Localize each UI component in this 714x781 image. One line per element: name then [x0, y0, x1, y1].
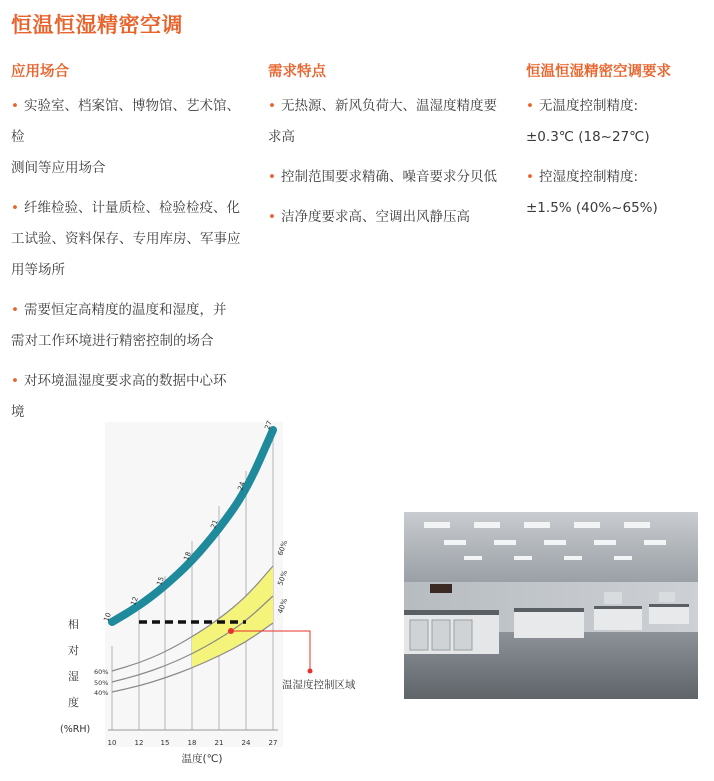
- item-text: ±0.3℃ (18~27℃): [526, 129, 650, 145]
- bullet-dot: •: [526, 169, 534, 185]
- item-text: 工试验、资料保存、专用库房、军事应: [11, 231, 241, 247]
- x-axis-label: 温度(℃): [181, 753, 223, 765]
- column-ac-specs: [526, 60, 706, 233]
- column-heading: 应用场合: [11, 64, 69, 80]
- y-axis-label: 对: [68, 644, 79, 657]
- y-axis-label: (%RH): [60, 724, 91, 735]
- item-text: 纤维检验、计量质检、检验检疫、化: [23, 200, 240, 216]
- column-heading: 需求特点: [268, 64, 326, 80]
- item-text: 测间等应用场合: [11, 160, 106, 176]
- list-item: [526, 162, 706, 224]
- column-applications: [11, 60, 251, 437]
- bullet-dot: •: [11, 200, 19, 216]
- rh-label-right: 50%: [276, 569, 290, 587]
- lab-photo: [404, 512, 698, 699]
- bullet-dot: •: [11, 98, 19, 114]
- rh-label-right: 40%: [276, 597, 290, 615]
- bullet-dot: •: [268, 209, 276, 225]
- x-tick-label: 24: [241, 739, 251, 747]
- y-axis-label: 湿: [68, 670, 79, 683]
- y-axis-label: 度: [68, 696, 79, 709]
- list-item: [268, 202, 508, 233]
- list-item: [268, 91, 508, 153]
- saturation-label: 24: [236, 480, 247, 492]
- saturation-label: 27: [263, 419, 274, 431]
- item-text: 控制范围要求精确、噪音要求分贝低: [280, 169, 497, 185]
- list-item: [11, 91, 251, 184]
- y-axis-label: 相: [68, 618, 79, 631]
- saturation-label: 15: [155, 575, 166, 587]
- bullet-dot: •: [526, 98, 534, 114]
- item-text: 无温度控制精度:: [538, 98, 639, 114]
- rh-label-right: 60%: [276, 539, 290, 557]
- column-heading: 恒温恒湿精密空调要求: [526, 64, 671, 80]
- bullet-list: [11, 91, 251, 428]
- item-text: ±1.5% (40%~65%): [526, 200, 658, 216]
- bullet-dot: •: [268, 169, 276, 185]
- list-item: [11, 295, 251, 357]
- x-tick-label: 10: [107, 739, 117, 747]
- list-item: [268, 162, 508, 193]
- column-requirements: [268, 60, 508, 242]
- item-text: 洁净度要求高、空调出风静压高: [280, 209, 470, 225]
- item-text: 求高: [268, 129, 295, 145]
- x-tick-label: 12: [134, 739, 144, 747]
- saturation-label: 12: [129, 595, 140, 607]
- x-tick-label: 27: [268, 739, 278, 747]
- list-item: [526, 91, 706, 153]
- saturation-label: 21: [209, 518, 220, 530]
- x-tick-label: 15: [160, 739, 170, 747]
- item-text: 需要恒定高精度的温度和湿度，并: [23, 302, 227, 318]
- wall-sign: [430, 584, 452, 593]
- item-text: 对环境温湿度要求高的数据中心环: [23, 373, 227, 389]
- item-text: 用等场所: [11, 262, 65, 278]
- item-text: 无热源、新风负荷大、温湿度精度要: [280, 98, 497, 114]
- saturation-label: 10: [102, 611, 113, 623]
- bullet-dot: •: [268, 98, 276, 114]
- x-tick-label: 21: [214, 739, 224, 747]
- rh-label-left: 40%: [94, 689, 109, 697]
- item-text: 需对工作环境进行精密控制的场合: [11, 333, 214, 349]
- list-item: [11, 193, 251, 286]
- bullet-dot: •: [11, 373, 19, 389]
- psychrometric-chart: [60, 416, 356, 771]
- bullet-list: [526, 91, 706, 224]
- item-text: 控湿度控制精度:: [538, 169, 639, 185]
- page-title: 恒温恒湿精密空调: [11, 13, 183, 37]
- bullet-dot: •: [11, 302, 19, 318]
- bullet-list: [268, 91, 508, 233]
- chart-svg: [60, 416, 356, 771]
- leader-dot: [308, 669, 313, 674]
- saturation-label: 18: [182, 550, 193, 562]
- rh-label-left: 60%: [94, 668, 109, 676]
- lab-photo-illustration: [404, 512, 698, 699]
- item-text: 实验室、档案馆、博物馆、艺术馆、检: [11, 98, 240, 145]
- region-annotation: 温湿度控制区域: [282, 679, 356, 691]
- x-tick-label: 18: [187, 739, 197, 747]
- item-text: 境: [11, 404, 25, 420]
- rh-label-left: 50%: [94, 679, 109, 687]
